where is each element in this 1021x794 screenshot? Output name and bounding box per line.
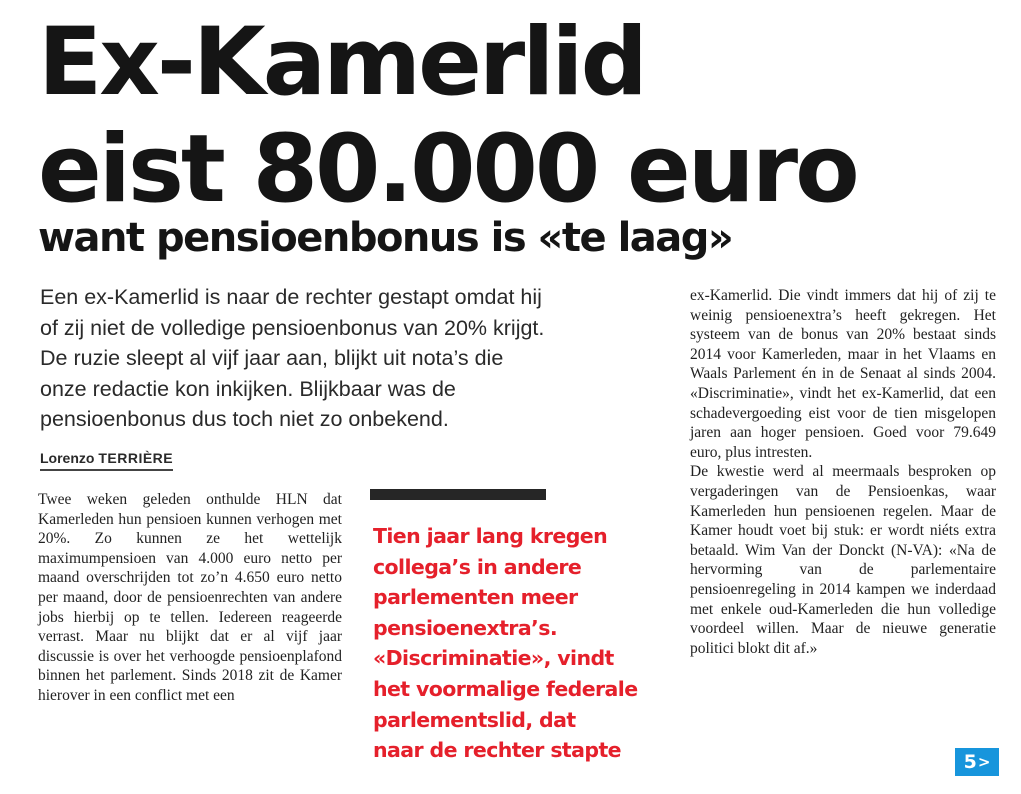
pull-quote: Tien jaar lang kregen collega’s in andere parlementen meer pensioenextra’s. «Discriminatie», vindt het voormalige federale parlementslid, dat naar de rechter stapte — [373, 524, 638, 763]
headline-subtitle: want pensioenbonus is «te laag» — [38, 215, 733, 261]
body-paragraph: De kwestie werd al meermaals besproken op vergaderingen van de Pensioenkas, waar Kamerleden hun pensioenen regelen. Maar de Kamer houdt voet bij stuk: er wordt niéts extra betaald. Wim Van der Donckt (N-VA): «Na de hervorming van de parlementaire pensioenregeling in 2014 kampen we inderdaad met enkele oud-Kamerleden die hun volledige voordeel willen. Maar de nieuwe generatie politici blokt dit af.» — [690, 463, 996, 657]
author-last-name: TERRIÈRE — [98, 450, 174, 466]
author-first-name: Lorenzo — [40, 450, 95, 466]
chevron-right-icon: > — [977, 753, 991, 771]
headline-line-1: Ex-Kamerlid — [38, 8, 645, 117]
body-column-1: Twee weken geleden onthulde HLN dat Kamerleden hun pensioen kunnen verhogen met 20%. Zo kunnen ze het wettelijk maximumpensioen van 4.000 euro netto per maand overschrijden tot zo’n 4.650 euro netto per maand, door de pensioenrechten van andere jobs hierbij op te tellen. Iedereen reageerde verrast. Maar nu blijkt dat er al vijf jaar discussie is over het verhoogde pensioenplafond binnen het parlement. Sinds 2018 zit de Kamer hierover in een conflict met een — [38, 491, 342, 704]
lead-paragraph: Een ex-Kamerlid is naar de rechter gestapt omdat hij of zij niet de volledige pensioenbonus van 20% krijgt. De ruzie sleept al vijf jaar aan, blijkt uit nota’s die onze redactie kon inkijken. Blijkbaar was de pensioenbonus dus toch niet zo onbekend. — [40, 285, 545, 431]
body-column-3 — [690, 286, 996, 658]
byline — [40, 450, 173, 471]
pull-quote-bar — [370, 489, 546, 500]
continue-page-number: 5 — [963, 751, 977, 773]
headline-line-2: eist 80.000 euro — [38, 115, 857, 224]
body-paragraph: ex-Kamerlid. Die vindt immers dat hij of zij te weinig pensioenextra’s heeft gekregen. Het systeem van de bonus van 20% bestaat sinds 2014 voor Kamerleden, maar in het Vlaams en Waals Parlement én in de Senaat al sinds 2004. «Discriminatie», vindt het ex-Kamerlid, dat een schadevergoeding eist voor de tien misgelopen jaren aan hoger pensioen. Goed voor 79.649 euro, plus intresten. — [690, 287, 996, 461]
continue-page-badge[interactable] — [955, 748, 999, 776]
